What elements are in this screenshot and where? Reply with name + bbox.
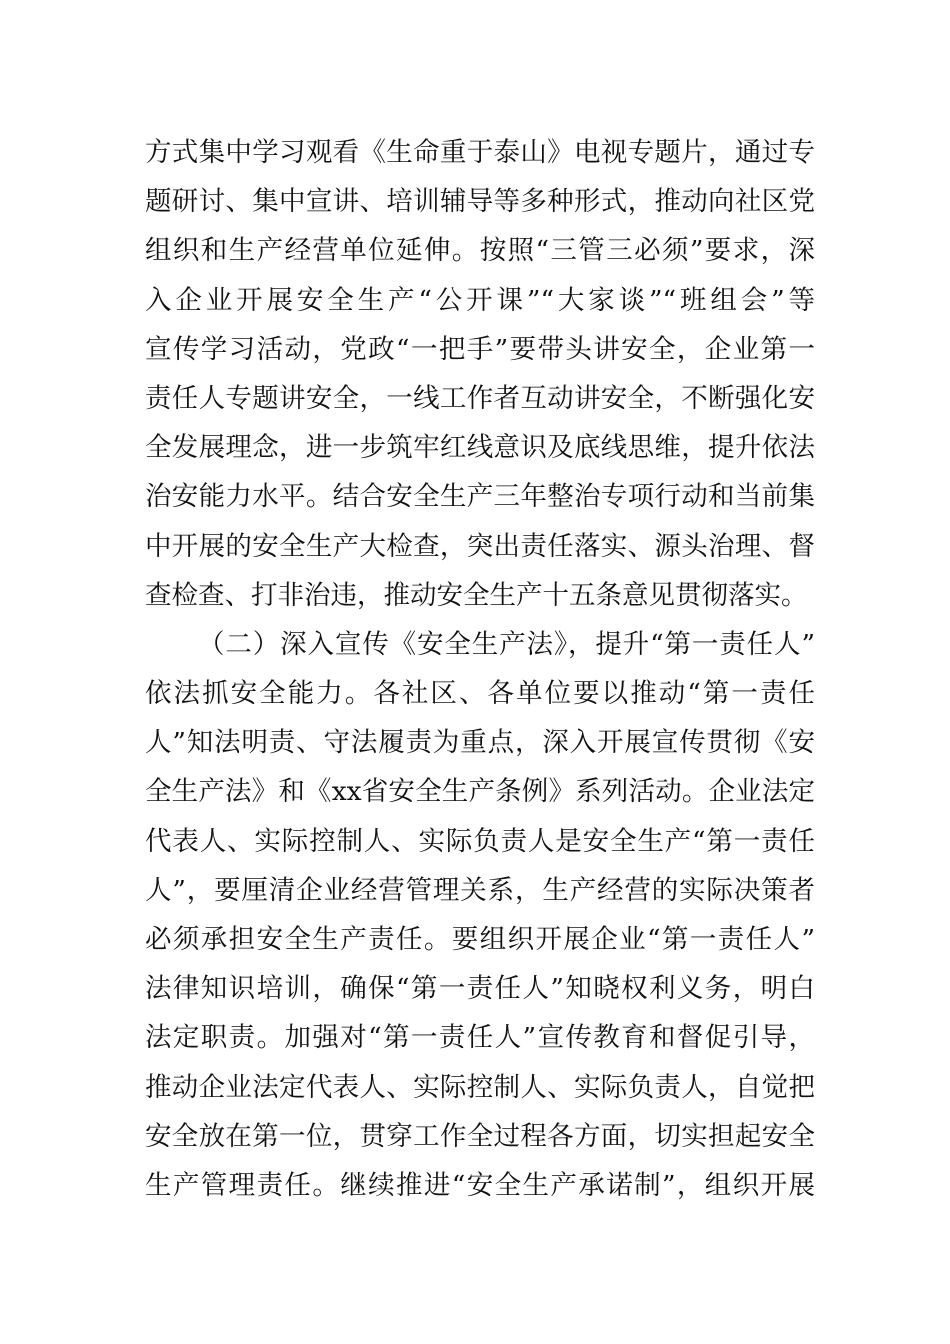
text-line: 治安能力水平。结合安全生产三年整治专项行动和当前集 <box>145 481 815 513</box>
text-line: 生产管理责任。继续推进“安全生产承诺制”，组织开展 <box>145 1169 815 1201</box>
text-line: 法律知识培训，确保“第一责任人”知晓权利义务，明白 <box>145 973 815 1005</box>
text-line: 中开展的安全生产大检查，突出责任落实、源头治理、督 <box>145 530 815 562</box>
text-line: 安全放在第一位，贯穿工作全过程各方面，切实担起安全 <box>145 1120 815 1152</box>
text-line: 组织和生产经营单位延伸。按照“三管三必须”要求，深 <box>145 235 815 267</box>
text-line: 全发展理念，进一步筑牢红线意识及底线思维，提升依法 <box>145 432 815 464</box>
text-line: 责任人专题讲安全，一线工作者互动讲安全，不断强化安 <box>145 382 815 414</box>
text-line: 入企业开展安全生产“公开课”“大家谈”“班组会”等 <box>145 284 815 316</box>
text-line: 题研讨、集中宣讲、培训辅导等多种形式，推动向社区党 <box>145 186 815 218</box>
section-heading-line: （二）深入宣传《安全生产法》，提升“第一责任人” <box>198 628 815 660</box>
text-line: 法定职责。加强对“第一责任人”宣传教育和督促引导， <box>145 1022 815 1054</box>
text-line: 人”知法明责、守法履责为重点，深入开展宣传贯彻《安 <box>145 727 815 759</box>
body-text <box>145 128 815 1210</box>
text-line: 必须承担安全生产责任。要组织开展企业“第一责任人” <box>145 924 815 955</box>
paragraph-end-line: 查检查、打非治违，推动安全生产十五条意见贯彻落实。 <box>145 579 808 611</box>
text-line: 宣传学习活动，党政“一把手”要带头讲安全，企业第一 <box>145 333 815 365</box>
text-line: 推动企业法定代表人、实际控制人、实际负责人，自觉把 <box>145 1071 815 1103</box>
text-line: 人”，要厘清企业经营管理关系，生产经营的实际决策者 <box>145 874 815 906</box>
text-line: 方式集中学习观看《生命重于泰山》电视专题片，通过专 <box>145 137 815 168</box>
text-line: 代表人、实际控制人、实际负责人是安全生产“第一责任 <box>145 825 815 857</box>
text-line: 全生产法》和《xx省安全生产条例》系列活动。企业法定 <box>145 776 815 808</box>
text-line: 依法抓安全能力。各社区、各单位要以推动“第一责任 <box>145 678 815 710</box>
